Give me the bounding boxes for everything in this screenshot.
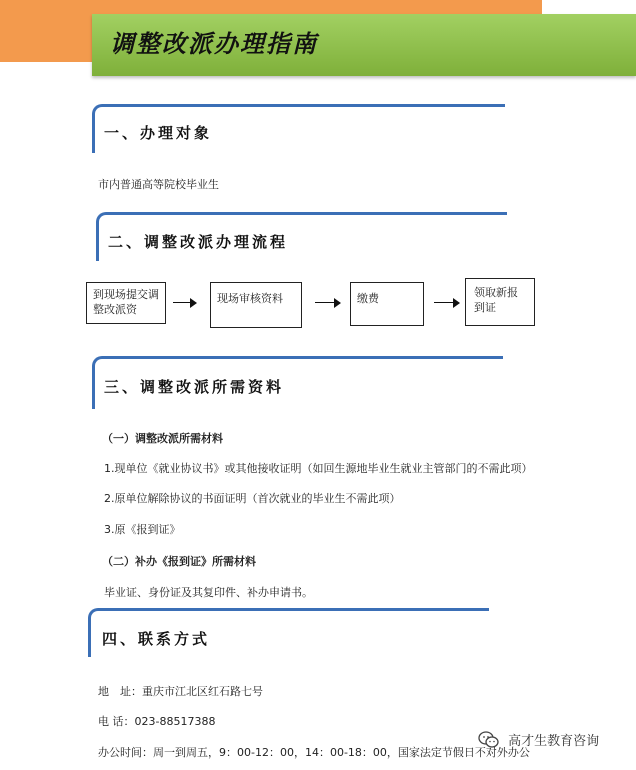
flow-step-4 <box>465 278 535 326</box>
page-title: 调整改派办理指南 <box>110 30 318 58</box>
flow-arrow-3 <box>434 298 460 308</box>
section4-title: 四、联系方式 <box>102 630 211 648</box>
section1-title: 一、办理对象 <box>104 124 213 142</box>
contact-phone: 电 话：023-88517388 <box>98 715 216 728</box>
contact-address: 地 址：重庆市江北区红石路七号 <box>98 685 263 698</box>
section1-body: 市内普通高等院校毕业生 <box>98 178 219 191</box>
reissue-materials: 毕业证、身份证及其复印件、补办申请书。 <box>104 586 313 599</box>
office-hours: 办公时间：周一到周五，9：00-12：00，14：00-18：00，国家法定节假日不对外办公 <box>98 746 530 759</box>
section2-title: 二、调整改派办理流程 <box>108 233 289 251</box>
flow-step-2 <box>210 282 302 328</box>
watermark-text: 高才生教育咨询 <box>508 734 600 749</box>
flow-step-2-label: 现场审核资料 <box>217 292 283 305</box>
section3-subheading-1: （一）调整改派所需材料 <box>102 432 223 445</box>
flow-step-1-label: 到现场提交调整改派资 <box>93 288 159 316</box>
material-item-3: 3.原《报到证》 <box>104 523 181 536</box>
wechat-icon <box>478 731 500 753</box>
material-item-1: 1.现单位《就业协议书》或其他接收证明（如回生源地毕业生就业主管部门的不需此项） <box>104 462 533 475</box>
flow-arrow-1 <box>173 298 197 308</box>
flow-step-3 <box>350 282 424 326</box>
watermark <box>478 730 599 753</box>
material-item-2: 2.原单位解除协议的书面证明（首次就业的毕业生不需此项） <box>104 492 401 505</box>
section3-subheading-2: （二）补办《报到证》所需材料 <box>102 555 256 568</box>
flow-arrow-2 <box>315 298 341 308</box>
flow-step-4-label: 领取新报到证 <box>474 286 518 314</box>
flow-step-1 <box>86 282 166 324</box>
section3-title: 三、调整改派所需资料 <box>104 378 285 396</box>
title-banner <box>92 14 636 76</box>
flow-step-3-label: 缴费 <box>357 292 379 305</box>
